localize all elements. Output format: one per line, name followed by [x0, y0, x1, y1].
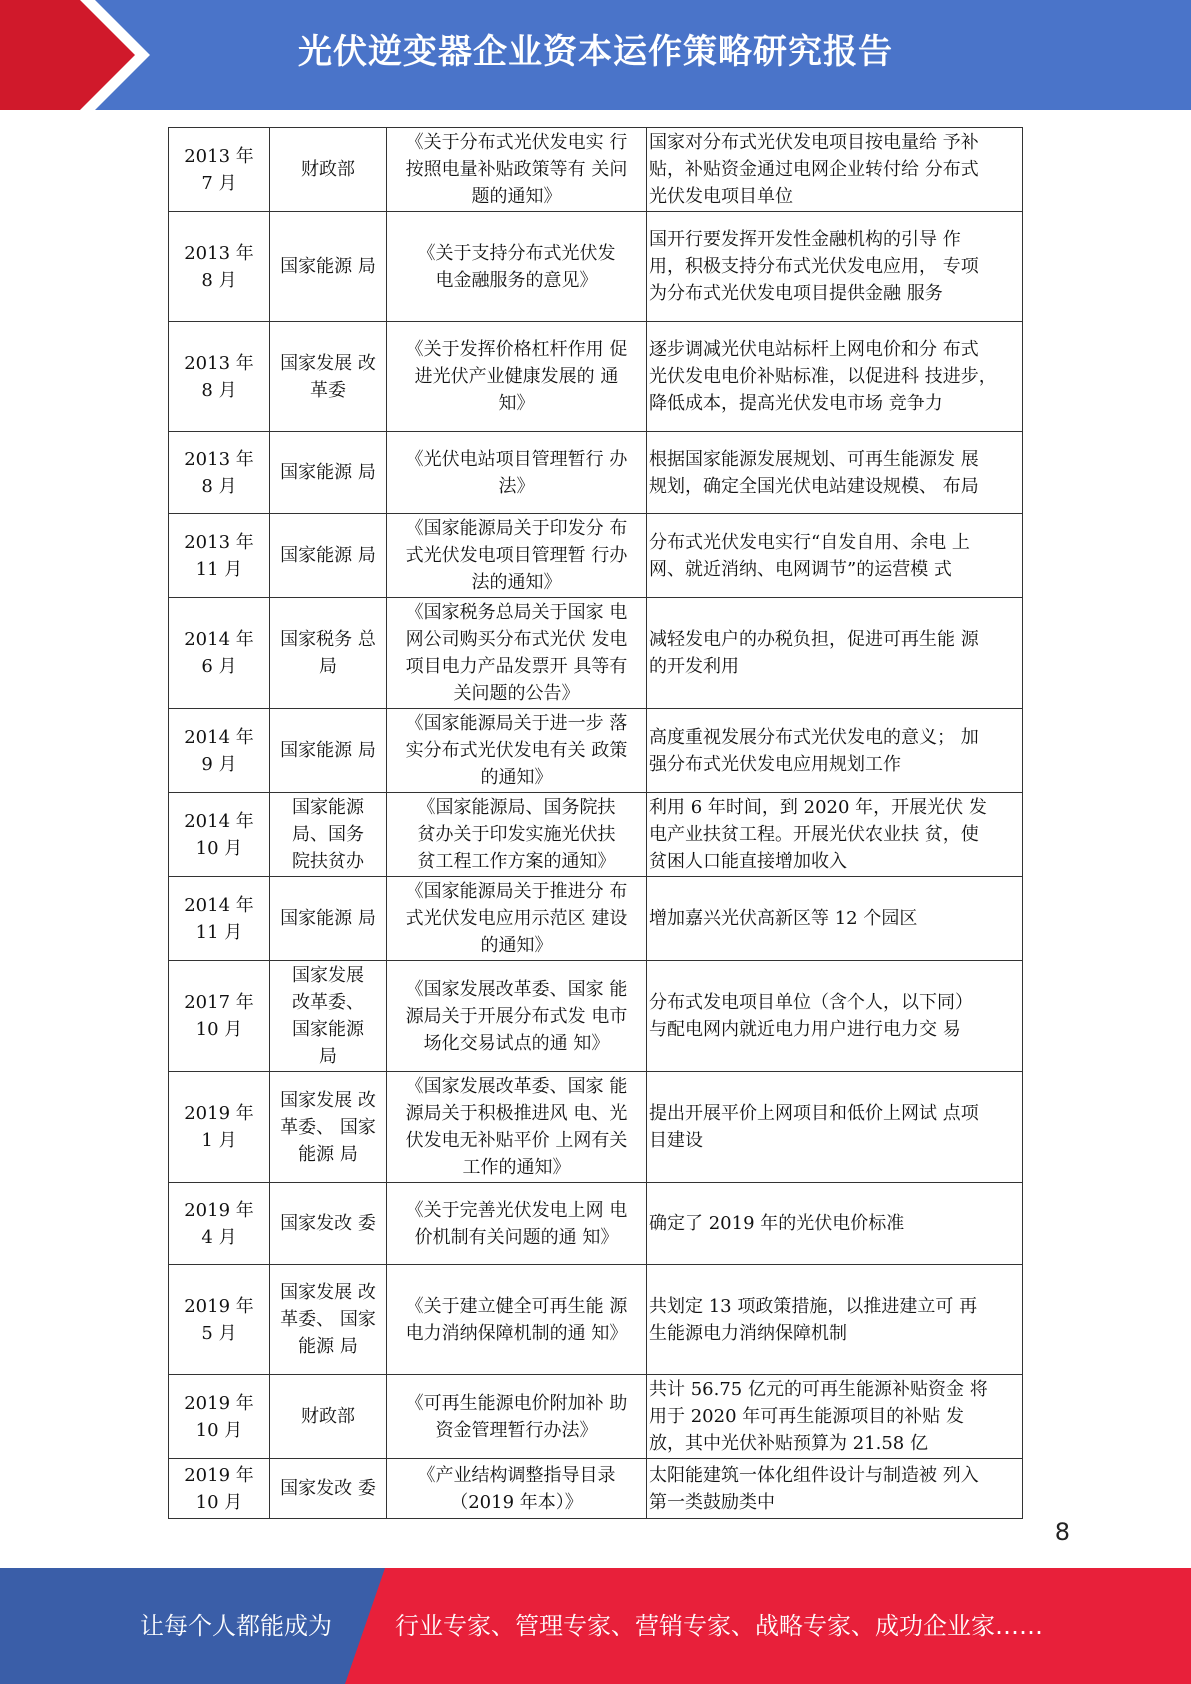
cell-line: 场化交易试点的通 知》: [423, 1032, 610, 1054]
description-cell: [647, 128, 1023, 212]
table-row: [169, 1375, 1023, 1459]
department-cell: [270, 1183, 387, 1265]
cell-line: 逐步调减光伏电站标杆上网电价和分 布式: [649, 339, 979, 360]
cell-line: 国家发展: [292, 965, 364, 986]
cell-line: 电产业扶贫工程。开展光伏农业扶 贫，使: [649, 824, 979, 845]
cell-line: 2017 年: [184, 992, 254, 1013]
cell-line: （2019 年本）》: [450, 1491, 583, 1513]
cell-line: 太阳能建筑一体化组件设计与制造被 列入: [649, 1464, 979, 1486]
description-cell: [647, 1265, 1023, 1375]
cell-line: 国家能源 局: [280, 256, 376, 277]
cell-line: 光伏发电电价补贴标准，以促进科 技进步，: [649, 366, 997, 387]
cell-line: 贫办关于印发实施光伏扶: [417, 824, 616, 845]
cell-line: 贫困人口能直接增加收入: [649, 851, 847, 872]
cell-line: 国家发改 委: [280, 1478, 376, 1499]
cell-line: 国家对分布式光伏发电项目按电量给 予补: [649, 132, 979, 153]
cell-line: 确定了 2019 年的光伏电价标准: [649, 1213, 905, 1234]
cell-line: 《关于支持分布式光伏发: [417, 242, 616, 264]
table-row: [169, 793, 1023, 877]
cell-line: 10 月: [195, 837, 243, 859]
table-row: [169, 432, 1023, 514]
cell-line: 8 月: [201, 269, 237, 291]
cell-line: 知》: [498, 393, 535, 414]
cell-line: 工作的通知》: [462, 1157, 571, 1178]
description-cell: [647, 1459, 1023, 1519]
cell-line: 国家能源 局: [280, 740, 376, 761]
cell-line: 国开行要发挥开发性金融机构的引导 作: [649, 229, 961, 250]
cell-line: 光伏发电项目单位: [649, 186, 793, 207]
cell-line: 的通知》: [480, 935, 553, 956]
department-cell: [270, 128, 387, 212]
description-cell: [647, 793, 1023, 877]
cell-line: 《国家能源局关于进一步 落: [405, 713, 628, 734]
cell-line: 革委、 国家: [280, 1309, 376, 1330]
cell-line: 《关于建立健全可再生能 源: [405, 1295, 628, 1317]
cell-line: 能源 局: [298, 1336, 358, 1357]
document-cell: [387, 793, 647, 877]
date-cell: [169, 877, 270, 961]
cell-line: 贫工程工作方案的通知》: [417, 851, 616, 872]
cell-line: 第一类鼓励类中: [649, 1491, 775, 1513]
cell-line: 2019 年: [184, 1295, 254, 1317]
cell-line: 2014 年: [184, 894, 254, 916]
cell-line: 减轻发电户的办税负担，促进可再生能 源: [649, 629, 979, 650]
date-cell: [169, 598, 270, 709]
cell-line: 网、就近消纳、电网调节”的运营模 式: [649, 558, 952, 580]
cell-line: 电力消纳保障机制的通 知》: [405, 1322, 628, 1344]
cell-line: 2013 年: [184, 352, 254, 374]
document-cell: [387, 1375, 647, 1459]
table-row: [169, 1183, 1023, 1265]
cell-line: 《国家发展改革委、国家 能: [405, 1076, 628, 1097]
table-row: [169, 961, 1023, 1072]
cell-line: 财政部: [301, 1406, 355, 1427]
department-cell: [270, 877, 387, 961]
cell-line: 关问题的公告》: [453, 683, 580, 704]
cell-line: 共划定 13 项政策措施，以推进建立可 再: [649, 1295, 978, 1317]
description-cell: [647, 961, 1023, 1072]
page-title: 光伏逆变器企业资本运作策略研究报告: [298, 32, 893, 72]
department-cell: [270, 1375, 387, 1459]
cell-line: 国家能源: [292, 797, 364, 818]
cell-line: 降低成本，提高光伏发电市场 竞争力: [649, 393, 943, 414]
table-row: [169, 212, 1023, 322]
table-row: [169, 877, 1023, 961]
cell-line: 《国家能源局、国务院扶: [417, 797, 616, 818]
page-number: 8: [1054, 1518, 1070, 1546]
cell-line: 的开发利用: [649, 656, 739, 677]
cell-line: 4 月: [201, 1226, 237, 1248]
cell-line: 9 月: [201, 753, 237, 775]
cell-line: 生能源电力消纳保障机制: [649, 1322, 847, 1344]
cell-line: 2019 年: [184, 1199, 254, 1221]
cell-line: 源局关于开展分布式发 电市: [405, 1005, 628, 1027]
description-cell: [647, 1375, 1023, 1459]
cell-line: 财政部: [301, 159, 355, 180]
department-cell: [270, 1265, 387, 1375]
cell-line: 2014 年: [184, 629, 254, 650]
footer-slogan-right: 行业专家、管理专家、营销专家、战略专家、成功企业家……: [395, 1612, 1043, 1640]
cell-line: 国家发展 改: [280, 1089, 376, 1111]
cell-line: 国家发展 改: [280, 352, 376, 374]
department-cell: [270, 598, 387, 709]
cell-line: 源局关于积极推进风 电、光: [405, 1103, 628, 1124]
cell-line: 10 月: [195, 1019, 243, 1040]
cell-line: 国家能源: [292, 1019, 364, 1040]
cell-line: 为分布式光伏发电项目提供金融 服务: [649, 283, 943, 304]
date-cell: [169, 1265, 270, 1375]
cell-line: 能源 局: [298, 1143, 358, 1165]
cell-line: 提出开展平价上网项目和低价上网试 点项: [649, 1103, 979, 1124]
description-cell: [647, 709, 1023, 793]
cell-line: 国家发改 委: [280, 1213, 376, 1234]
cell-line: 强分布式光伏发电应用规划工作: [649, 753, 901, 775]
cell-line: 《产业结构调整指导目录: [417, 1464, 616, 1486]
cell-line: 共计 56.75 亿元的可再生能源补贴资金 将: [649, 1379, 988, 1400]
cell-line: 《国家税务总局关于国家 电: [405, 602, 628, 623]
cell-line: 网公司购买分布式光伏 发电: [405, 629, 628, 650]
cell-line: 法》: [498, 475, 535, 497]
date-cell: [169, 793, 270, 877]
cell-line: 2013 年: [184, 448, 254, 470]
cell-line: 根据国家能源发展规划、可再生能源发 展: [649, 448, 979, 470]
cell-line: 国家能源 局: [280, 545, 376, 566]
cell-line: 价机制有关问题的通 知》: [414, 1226, 619, 1248]
description-cell: [647, 877, 1023, 961]
department-cell: [270, 961, 387, 1072]
description-cell: [647, 598, 1023, 709]
cell-line: 资金管理暂行办法》: [435, 1419, 598, 1441]
page-header: [0, 0, 1191, 110]
cell-line: 目建设: [649, 1130, 703, 1151]
document-cell: [387, 961, 647, 1072]
date-cell: [169, 1183, 270, 1265]
cell-line: 8 月: [201, 475, 237, 497]
description-cell: [647, 514, 1023, 598]
date-cell: [169, 1072, 270, 1183]
cell-line: 的通知》: [480, 767, 553, 788]
cell-line: 11 月: [195, 558, 243, 580]
cell-line: 《关于分布式光伏发电实 行: [405, 132, 628, 153]
table-row: [169, 322, 1023, 432]
department-cell: [270, 432, 387, 514]
department-cell: [270, 709, 387, 793]
table-row: [169, 1265, 1023, 1375]
date-cell: [169, 432, 270, 514]
table-row: [169, 128, 1023, 212]
policy-table-body: [169, 128, 1023, 1519]
policy-table: [168, 127, 1023, 1519]
page-footer: [0, 1568, 1191, 1684]
cell-line: 高度重视发展分布式光伏发电的意义； 加: [649, 726, 979, 748]
document-cell: [387, 128, 647, 212]
cell-line: 国家税务 总: [280, 629, 376, 650]
cell-line: 《关于完善光伏发电上网 电: [405, 1199, 628, 1221]
cell-line: 《国家能源局关于印发分 布: [405, 518, 628, 539]
cell-line: 分布式发电项目单位（含个人，以下同）: [649, 992, 973, 1013]
cell-line: 2013 年: [184, 531, 254, 553]
cell-line: 《光伏电站项目管理暂行 办: [405, 448, 628, 470]
cell-line: 《可再生能源电价附加补 助: [405, 1392, 628, 1414]
cell-line: 革委: [310, 379, 346, 401]
cell-line: 1 月: [201, 1130, 237, 1151]
cell-line: 《关于发挥价格杠杆作用 促: [405, 339, 628, 360]
document-cell: [387, 432, 647, 514]
cell-line: 用于 2020 年可再生能源项目的补贴 发: [649, 1406, 964, 1427]
cell-line: 局: [319, 656, 337, 677]
description-cell: [647, 1183, 1023, 1265]
table-row: [169, 709, 1023, 793]
cell-line: 贴，补贴资金通过电网企业转付给 分布式: [649, 159, 979, 180]
department-cell: [270, 212, 387, 322]
department-cell: [270, 322, 387, 432]
table-row: [169, 1459, 1023, 1519]
cell-line: 国家能源 局: [280, 462, 376, 483]
cell-line: 6 月: [201, 656, 237, 677]
document-cell: [387, 514, 647, 598]
cell-line: 项目电力产品发票开 具等有: [405, 656, 628, 677]
document-cell: [387, 212, 647, 322]
document-cell: [387, 1265, 647, 1375]
date-cell: [169, 709, 270, 793]
description-cell: [647, 1072, 1023, 1183]
cell-line: 利用 6 年时间，到 2020 年，开展光伏 发: [649, 797, 987, 818]
cell-line: 2019 年: [184, 1103, 254, 1124]
cell-line: 局: [319, 1046, 337, 1067]
department-cell: [270, 514, 387, 598]
cell-line: 2013 年: [184, 145, 254, 167]
cell-line: 改革委、: [292, 992, 364, 1013]
cell-line: 式光伏发电项目管理暂 行办: [405, 545, 628, 566]
description-cell: [647, 322, 1023, 432]
department-cell: [270, 1459, 387, 1519]
footer-slogan-left: 让每个人都能成为: [140, 1612, 332, 1640]
cell-line: 与配电网内就近电力用户进行电力交 易: [649, 1019, 961, 1040]
cell-line: 院扶贫办: [292, 851, 364, 872]
description-cell: [647, 212, 1023, 322]
cell-line: 国家发展 改: [280, 1282, 376, 1303]
cell-line: 10 月: [195, 1491, 243, 1513]
cell-line: 局、国务: [292, 824, 364, 845]
document-cell: [387, 709, 647, 793]
cell-line: 增加嘉兴光伏高新区等 12 个园区: [649, 908, 918, 929]
table-row: [169, 598, 1023, 709]
document-cell: [387, 1072, 647, 1183]
cell-line: 8 月: [201, 379, 237, 401]
date-cell: [169, 128, 270, 212]
date-cell: [169, 1375, 270, 1459]
department-cell: [270, 1072, 387, 1183]
cell-line: 规划，确定全国光伏电站建设规模、 布局: [649, 475, 979, 497]
cell-line: 国家能源 局: [280, 908, 376, 929]
date-cell: [169, 514, 270, 598]
description-cell: [647, 432, 1023, 514]
cell-line: 分布式光伏发电实行“自发自用、余电 上: [649, 531, 970, 553]
cell-line: 《国家能源局关于推进分 布: [405, 881, 628, 902]
table-row: [169, 1072, 1023, 1183]
cell-line: 2019 年: [184, 1464, 254, 1486]
table-row: [169, 514, 1023, 598]
cell-line: 电金融服务的意见》: [435, 269, 598, 291]
document-cell: [387, 598, 647, 709]
cell-line: 2014 年: [184, 810, 254, 832]
cell-line: 按照电量补贴政策等有 关问: [405, 159, 628, 180]
cell-line: 2019 年: [184, 1392, 254, 1414]
cell-line: 用，积极支持分布式光伏发电应用， 专项: [649, 256, 979, 277]
cell-line: 5 月: [201, 1322, 237, 1344]
cell-line: 法的通知》: [471, 572, 562, 593]
cell-line: 题的通知》: [471, 186, 562, 207]
cell-line: 《国家发展改革委、国家 能: [405, 978, 628, 1000]
cell-line: 伏发电无补贴平价 上网有关: [405, 1130, 628, 1151]
cell-line: 7 月: [201, 172, 237, 194]
cell-line: 10 月: [195, 1419, 243, 1441]
date-cell: [169, 1459, 270, 1519]
cell-line: 11 月: [195, 921, 243, 943]
document-cell: [387, 322, 647, 432]
date-cell: [169, 961, 270, 1072]
cell-line: 进光伏产业健康发展的 通: [414, 366, 619, 387]
cell-line: 放，其中光伏补贴预算为 21.58 亿: [649, 1433, 928, 1454]
cell-line: 革委、 国家: [280, 1116, 376, 1138]
date-cell: [169, 212, 270, 322]
cell-line: 2014 年: [184, 726, 254, 748]
document-cell: [387, 1459, 647, 1519]
document-cell: [387, 1183, 647, 1265]
date-cell: [169, 322, 270, 432]
cell-line: 2013 年: [184, 242, 254, 264]
department-cell: [270, 793, 387, 877]
document-cell: [387, 877, 647, 961]
cell-line: 式光伏发电应用示范区 建设: [405, 908, 628, 929]
cell-line: 实分布式光伏发电有关 政策: [405, 740, 628, 761]
